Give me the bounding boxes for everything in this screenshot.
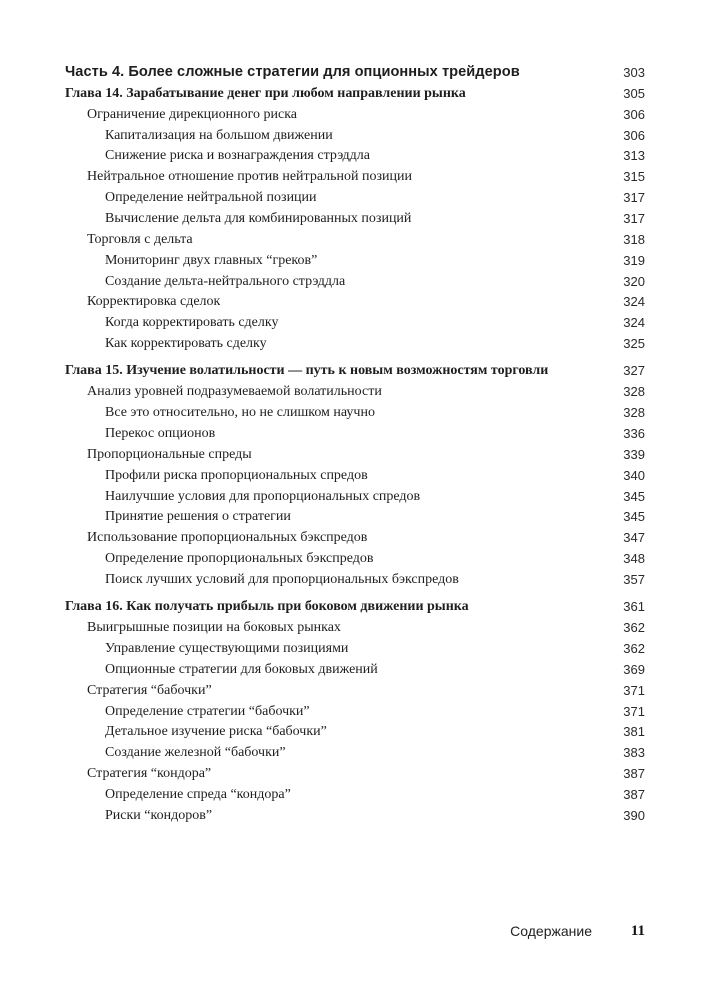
toc-section-entry bbox=[65, 166, 645, 187]
toc-entry-page: 348 bbox=[623, 551, 645, 567]
toc-subsection-entry bbox=[65, 145, 645, 166]
toc-chapter-entry bbox=[65, 83, 645, 104]
toc-subsection-entry bbox=[65, 125, 645, 146]
toc-entry-page: 313 bbox=[623, 148, 645, 164]
toc-subsection-entry bbox=[65, 784, 645, 805]
toc-entry-page: 327 bbox=[623, 363, 645, 379]
toc-entry-page: 303 bbox=[623, 65, 645, 80]
toc-subsection-entry bbox=[65, 250, 645, 271]
toc-entry-title: Корректировка сделок bbox=[87, 294, 221, 310]
toc-entry-page: 305 bbox=[623, 85, 645, 101]
toc-entry-page: 387 bbox=[623, 766, 645, 782]
toc-entry-page: 340 bbox=[623, 467, 645, 483]
toc-entry-page: 328 bbox=[623, 405, 645, 421]
toc-section-entry bbox=[65, 229, 645, 250]
toc-subsection-entry bbox=[65, 742, 645, 763]
toc-entry-page: 387 bbox=[623, 786, 645, 802]
toc-entry-page: 390 bbox=[623, 807, 645, 823]
toc-subsection-entry bbox=[65, 569, 645, 590]
toc-subsection-entry bbox=[65, 333, 645, 354]
toc-entry-page: 345 bbox=[623, 488, 645, 504]
toc-section-entry bbox=[65, 617, 645, 638]
toc-section-entry bbox=[65, 527, 645, 548]
toc-entry-title: Создание железной “бабочки” bbox=[105, 745, 286, 761]
toc-entry-page: 318 bbox=[623, 231, 645, 247]
toc-entry-page: 362 bbox=[623, 620, 645, 636]
toc-chapter-entry bbox=[65, 596, 645, 617]
toc-entry-title: Торговля с дельта bbox=[87, 231, 193, 247]
toc-entry-page: 324 bbox=[623, 315, 645, 331]
toc-subsection-entry bbox=[65, 312, 645, 333]
toc-subsection-entry bbox=[65, 402, 645, 423]
toc-entry-title: Стратегия “бабочки” bbox=[87, 682, 212, 698]
toc-part-entry bbox=[65, 62, 645, 83]
toc-entry-title: Когда корректировать сделку bbox=[105, 315, 279, 331]
toc-section-entry bbox=[65, 381, 645, 402]
toc-entry-title: Определение пропорциональных бэкспредов bbox=[105, 551, 374, 567]
toc-entry-title: Детальное изучение риска “бабочки” bbox=[105, 724, 327, 740]
toc-entry-title: Перекос опционов bbox=[105, 426, 216, 441]
toc-entry-title: Определение спреда “кондора” bbox=[105, 786, 291, 802]
toc-entry-title: Опционные стратегии для боковых движений bbox=[105, 661, 378, 677]
toc-entry-page: 369 bbox=[623, 661, 645, 677]
toc-section-entry bbox=[65, 104, 645, 125]
toc-subsection-entry bbox=[65, 805, 645, 826]
toc-entry-title: Создание дельта-нейтрального стрэддла bbox=[105, 273, 346, 289]
toc-section-entry bbox=[65, 763, 645, 784]
toc-entry-title: Управление существующими позициями bbox=[105, 641, 349, 656]
toc-entry-title: Капитализация на большом движении bbox=[105, 127, 333, 143]
toc-entry-title: Снижение риска и вознаграждения стрэддла bbox=[105, 148, 370, 164]
toc-subsection-entry bbox=[65, 548, 645, 569]
toc-entry-title: Профили риска пропорциональных спредов bbox=[105, 467, 368, 483]
toc-subsection-entry bbox=[65, 659, 645, 680]
toc-entry-page: 347 bbox=[623, 530, 645, 546]
toc-entry-page: 383 bbox=[623, 745, 645, 761]
toc-entry-page: 357 bbox=[623, 571, 645, 587]
toc-entry-title: Ограничение дирекционного риска bbox=[87, 106, 298, 122]
toc-subsection-entry bbox=[65, 701, 645, 722]
toc-entry-page: 362 bbox=[623, 641, 645, 656]
toc-entry-title: Мониторинг двух главных “греков” bbox=[105, 252, 318, 268]
toc-entry-page: 317 bbox=[623, 210, 645, 226]
toc-subsection-entry bbox=[65, 638, 645, 659]
toc-entry-title: Поиск лучших условий для пропорциональных бэкспредов bbox=[105, 571, 459, 587]
toc-entry-page: 315 bbox=[623, 169, 645, 185]
toc-entry-title: Вычисление дельта для комбинированных позиций bbox=[105, 210, 412, 226]
toc-entry-title: Нейтральное отношение против нейтральной позиции bbox=[87, 169, 413, 185]
toc-entry-page: 324 bbox=[623, 294, 645, 310]
toc-section-entry bbox=[65, 444, 645, 465]
toc-entry-title: Все это относительно, но не слишком научно bbox=[105, 405, 375, 421]
toc-entry-title: Анализ уровней подразумеваемой волатильности bbox=[87, 384, 382, 400]
toc-entry-page: 328 bbox=[623, 384, 645, 400]
toc-subsection-entry bbox=[65, 187, 645, 208]
toc-subsection-entry bbox=[65, 208, 645, 229]
toc-subsection-entry bbox=[65, 486, 645, 507]
toc-entry-page: 325 bbox=[623, 336, 645, 352]
toc-entry-title: Глава 14. Зарабатывание денег при любом направлении рынка bbox=[65, 85, 466, 101]
running-footer-label: Содержание bbox=[510, 923, 592, 939]
toc-entry-title: Принятие решения о стратегии bbox=[105, 509, 291, 525]
toc-entry-page: 319 bbox=[623, 252, 645, 268]
toc-entry-page: 320 bbox=[623, 273, 645, 289]
toc-entry-title: Пропорциональные спреды bbox=[87, 446, 252, 462]
toc-subsection-entry bbox=[65, 423, 645, 444]
toc-entry-title: Часть 4. Более сложные стратегии для опционных трейдеров bbox=[65, 64, 520, 80]
toc-entry-title: Как корректировать сделку bbox=[105, 336, 267, 352]
toc-entry-title: Стратегия “кондора” bbox=[87, 766, 212, 782]
toc-subsection-entry bbox=[65, 465, 645, 486]
toc-entry-title: Наилучшие условия для пропорциональных спредов bbox=[105, 488, 421, 504]
toc-entry-page: 306 bbox=[623, 106, 645, 122]
toc-entry-title: Определение стратегии “бабочки” bbox=[105, 703, 310, 719]
toc-subsection-entry bbox=[65, 506, 645, 527]
toc-entry-page: 361 bbox=[623, 599, 645, 615]
toc-section-entry bbox=[65, 291, 645, 312]
toc-entry-page: 306 bbox=[623, 127, 645, 143]
toc-section-entry bbox=[65, 680, 645, 701]
toc-entry-page: 317 bbox=[623, 190, 645, 206]
toc-entry-title: Глава 16. Как получать прибыль при боковом движении рынка bbox=[65, 599, 469, 615]
toc-entry-page: 381 bbox=[623, 724, 645, 740]
toc-entry-page: 345 bbox=[623, 509, 645, 525]
toc-entry-title: Глава 15. Изучение волатильности — путь к новым возможностям торговли bbox=[65, 363, 549, 379]
toc-entry-page: 336 bbox=[623, 426, 645, 441]
toc-entry-title: Выигрышные позиции на боковых рынках bbox=[87, 620, 341, 636]
toc-chapter-entry bbox=[65, 360, 645, 381]
toc-entry-title: Риски “кондоров” bbox=[105, 807, 213, 823]
page-number: 11 bbox=[630, 923, 645, 939]
toc-subsection-entry bbox=[65, 271, 645, 292]
toc-entry-page: 339 bbox=[623, 446, 645, 462]
toc-entry-title: Использование пропорциональных бэкспредов bbox=[87, 530, 368, 546]
toc-entry-title: Определение нейтральной позиции bbox=[105, 190, 317, 206]
toc-subsection-entry bbox=[65, 721, 645, 742]
toc-entry-page: 371 bbox=[623, 682, 645, 698]
toc-entry-page: 371 bbox=[623, 703, 645, 719]
